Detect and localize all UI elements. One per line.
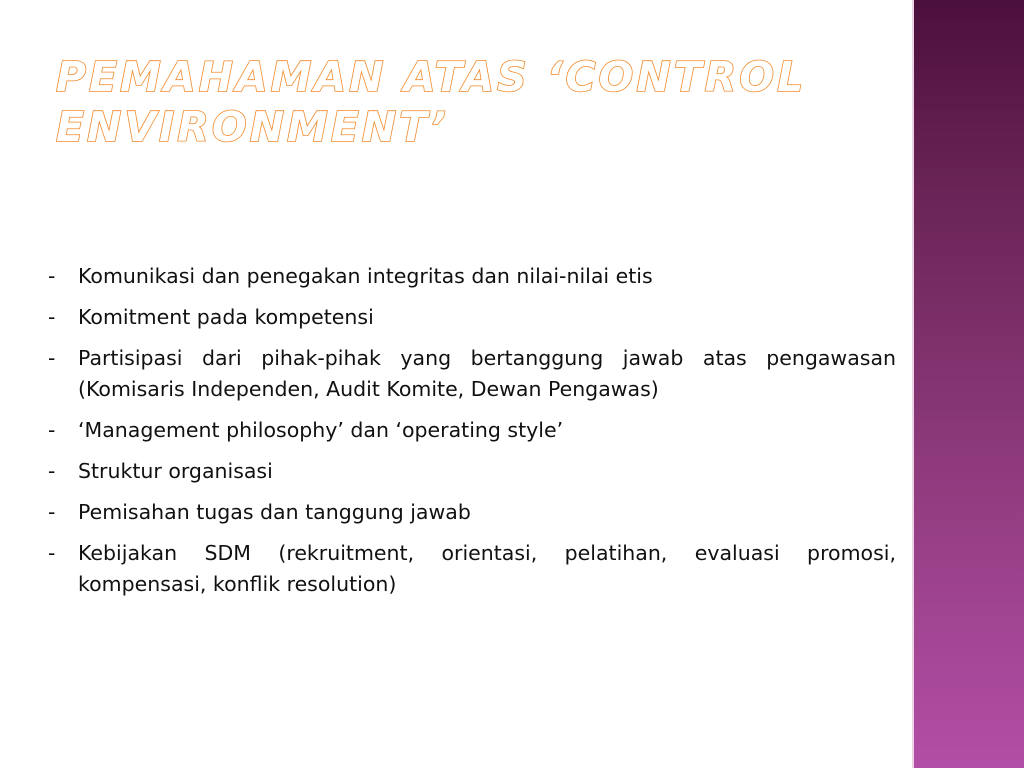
decorative-side-divider	[912, 0, 914, 768]
bullet-text: Kebijakan SDM (rekruitment, orientasi, pelatihan, evaluasi promosi, kompensasi, konflik resolution)	[78, 541, 896, 596]
bullet-text: ‘Management philosophy’ dan ‘operating style’	[78, 418, 564, 442]
title-line-2: ENVIRONMENT’	[56, 103, 449, 151]
bullet-item-komunikasi	[48, 261, 896, 292]
bullet-dash: -	[48, 418, 56, 442]
bullet-item-management-philosophy	[48, 415, 896, 446]
bullet-item-komitment	[48, 302, 896, 333]
bullet-text: Struktur organisasi	[78, 459, 273, 483]
bullet-text: Komitment pada kompetensi	[78, 305, 374, 329]
title-line-1: PEMAHAMAN ATAS ‘CONTROL	[56, 53, 807, 101]
bullet-list	[48, 261, 896, 610]
bullet-item-pemisahan-tugas	[48, 497, 896, 528]
bullet-item-partisipasi	[48, 343, 896, 405]
bullet-text: Partisipasi dari pihak-pihak yang bertanggung jawab atas pengawasan (Komisaris Independen, Audit Komite, Dewan Pengawas)	[78, 346, 896, 401]
bullet-item-kebijakan-sdm	[48, 538, 896, 600]
bullet-dash: -	[48, 305, 56, 329]
bullet-text: Komunikasi dan penegakan integritas dan nilai-nilai etis	[78, 264, 653, 288]
bullet-dash: -	[48, 264, 56, 288]
slide-title	[56, 52, 896, 152]
bullet-dash: -	[48, 500, 56, 524]
bullet-dash: -	[48, 346, 56, 370]
bullet-dash: -	[48, 541, 56, 565]
decorative-side-band	[912, 0, 1024, 768]
bullet-text: Pemisahan tugas dan tanggung jawab	[78, 500, 471, 524]
bullet-item-struktur-organisasi	[48, 456, 896, 487]
bullet-dash: -	[48, 459, 56, 483]
